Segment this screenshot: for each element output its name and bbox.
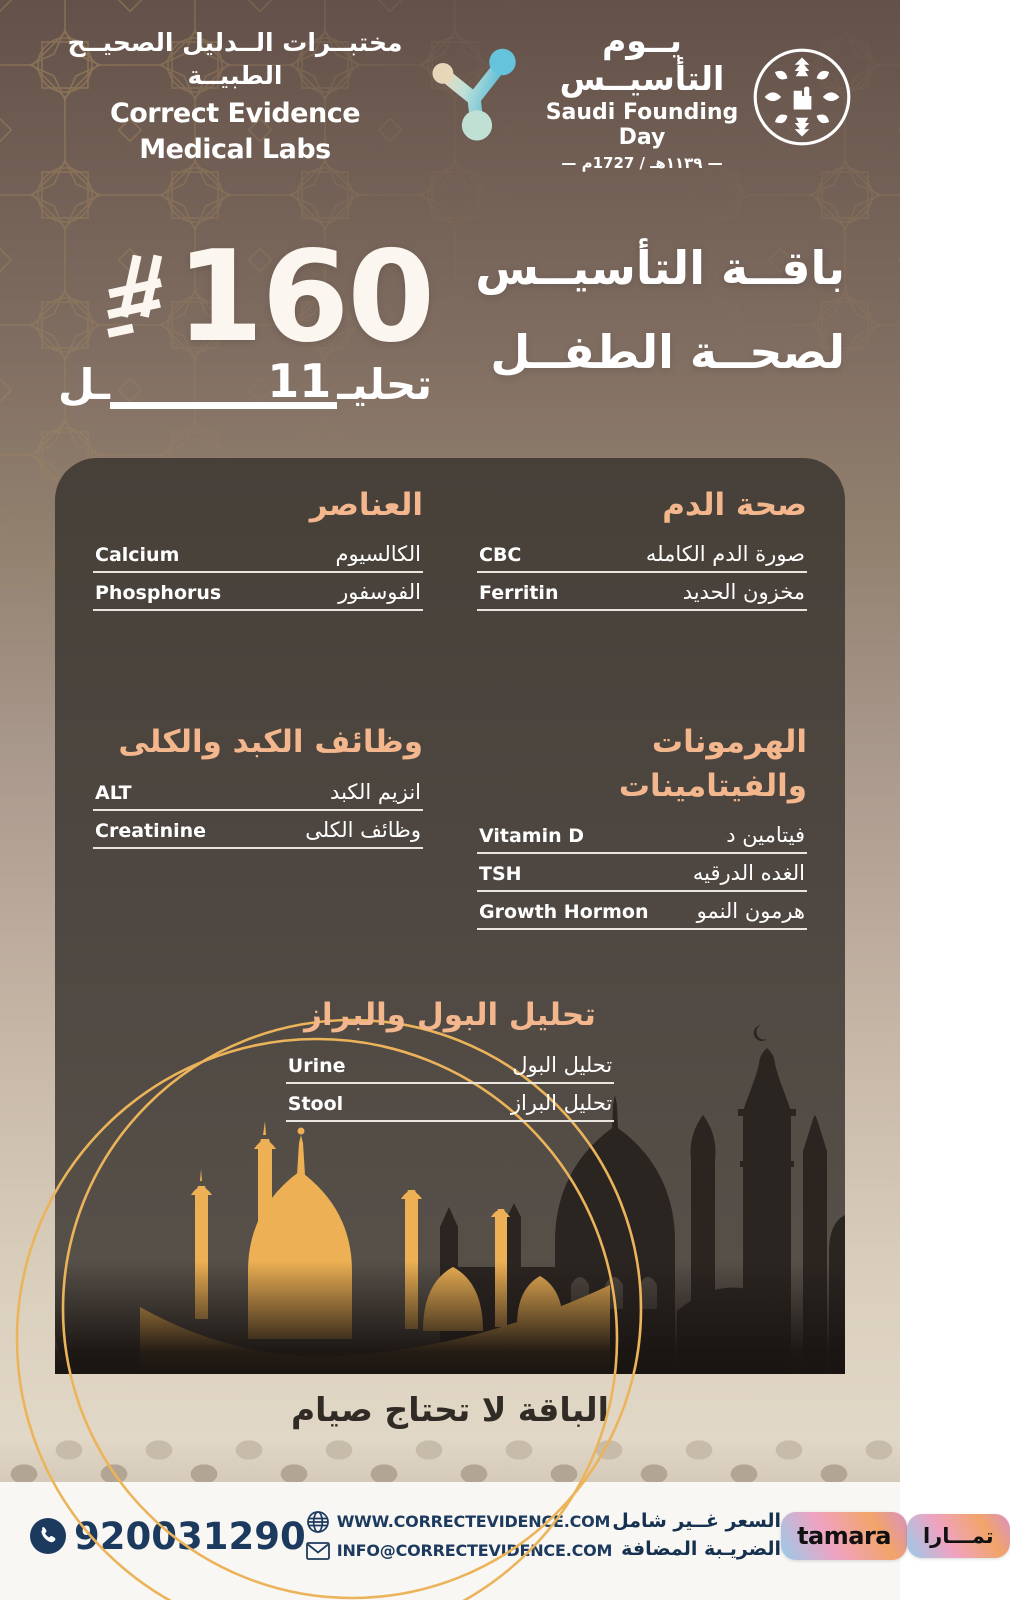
- founding-day-emblem-icon: [750, 45, 854, 149]
- section-elements: [93, 484, 423, 611]
- test-name-en: Stool: [287, 1092, 344, 1115]
- package-title-line2: لصحــة الطفــل: [490, 325, 845, 379]
- footer: [0, 1482, 994, 1600]
- fasting-note: الباقة لا تحتاج صيام: [291, 1390, 609, 1429]
- section-title: العناصر: [309, 487, 423, 523]
- test-name-ar: انزيم الكبد: [330, 779, 421, 804]
- test-row: [286, 1084, 614, 1122]
- vat-note: [612, 1508, 781, 1563]
- vat-note-line2: الضريـبة المضافة: [621, 1538, 782, 1560]
- card-row-3: [286, 994, 614, 1121]
- founding-day-date: — ١١٣٩هـ / 1727م —: [561, 153, 723, 172]
- tamara-logo-ar: تمـــارا: [907, 1514, 1010, 1558]
- test-row: [477, 816, 807, 854]
- test-row: [477, 892, 807, 930]
- section-blood-health: [477, 484, 807, 611]
- test-name-en: CBC: [479, 544, 522, 567]
- test-name-ar: تحليل البول: [512, 1052, 613, 1077]
- package-title: [475, 226, 845, 394]
- section-hormones-vitamins: [477, 721, 807, 930]
- contact-block: [306, 1510, 613, 1563]
- saudi-riyal-icon: [104, 248, 162, 344]
- golden-mosque-silhouette: [140, 1121, 610, 1374]
- tests-count-line: [58, 346, 432, 409]
- test-row: [93, 535, 423, 573]
- email-line[interactable]: [306, 1539, 613, 1563]
- test-name-ar: الكالسيوم: [335, 542, 421, 567]
- phone-number[interactable]: 920031290: [74, 1514, 306, 1558]
- lab-brand: [52, 27, 418, 166]
- card-row-2: [93, 721, 807, 930]
- test-row: [286, 1046, 614, 1084]
- test-name-ar: فيتامين د: [726, 823, 805, 848]
- tests-word-suffix: ـل: [58, 359, 110, 409]
- test-name-ar: هرمون النمو: [696, 899, 805, 924]
- test-name-en: TSH: [479, 863, 522, 886]
- section-title: الهرمونات والفيتامينات: [618, 724, 807, 804]
- test-name-en: Ferritin: [479, 582, 559, 605]
- founding-day-title-english: Saudi Founding Day: [545, 100, 739, 151]
- test-row: [93, 573, 423, 611]
- vat-note-line1: السعر غــير شامل: [612, 1510, 782, 1533]
- tamara-logo-en: tamara: [781, 1512, 907, 1560]
- test-name-en: ALT: [95, 781, 132, 804]
- header: [52, 21, 854, 172]
- test-name-ar: الفوسفور: [338, 580, 421, 605]
- lab-name-arabic: مختبــرات الــدليل الصحيــح الطبيــة: [67, 28, 403, 90]
- test-name-ar: صورة الدم الكامله: [645, 542, 805, 567]
- email-address[interactable]: INFO@CORRECTEVIDENCE.COM: [336, 1541, 613, 1560]
- test-name-ar: تحليل البراز: [510, 1090, 613, 1115]
- price-block: [104, 223, 434, 370]
- test-row: [477, 573, 807, 611]
- package-title-line1: باقــة التأسيــس: [475, 241, 845, 295]
- tests-count: 11: [267, 354, 332, 409]
- test-row: [93, 773, 423, 811]
- section-liver-kidney: [93, 721, 423, 930]
- test-name-en: Vitamin D: [479, 825, 585, 848]
- founding-day-title-arabic: يــوم التأسيــس: [559, 21, 725, 99]
- test-name-en: Growth Hormon: [479, 901, 649, 924]
- globe-icon: [306, 1510, 330, 1534]
- test-row: [93, 811, 423, 849]
- test-name-en: Urine: [287, 1054, 346, 1077]
- website-url[interactable]: WWW.CORRECTEVIDENCE.COM: [336, 1512, 611, 1531]
- test-name-en: Calcium: [95, 544, 180, 567]
- section-title: وظائف الكبد والكلى: [118, 724, 423, 761]
- lab-name-english: Correct Evidence Medical Labs: [109, 98, 361, 165]
- test-name-ar: مخزون الحديد: [682, 580, 805, 605]
- card-row-1: [93, 484, 807, 611]
- section-urine-stool: [286, 994, 614, 1121]
- kashida-line: [110, 346, 337, 409]
- tests-word-prefix: تحليـ: [337, 359, 432, 409]
- website-line[interactable]: [306, 1510, 613, 1534]
- section-title: تحليل البول والبراز: [304, 997, 596, 1034]
- mail-icon: [306, 1539, 330, 1563]
- price-value: 160: [176, 223, 434, 370]
- phone-block[interactable]: [30, 1515, 306, 1558]
- test-row: [477, 535, 807, 573]
- test-name-en: Phosphorus: [95, 582, 222, 605]
- wave-pattern-band: [0, 1434, 900, 1482]
- package-card: [55, 458, 845, 1374]
- test-name-ar: الغده الدرقيه: [692, 861, 805, 886]
- phone-icon: [30, 1518, 66, 1554]
- test-name-en: Creatinine: [95, 819, 207, 842]
- test-name-ar: وظائف الكلى: [305, 817, 421, 842]
- founding-day-block: [538, 22, 746, 172]
- test-row: [477, 854, 807, 892]
- lab-logo-icon: [424, 45, 528, 149]
- section-title: صحة الدم: [662, 487, 807, 523]
